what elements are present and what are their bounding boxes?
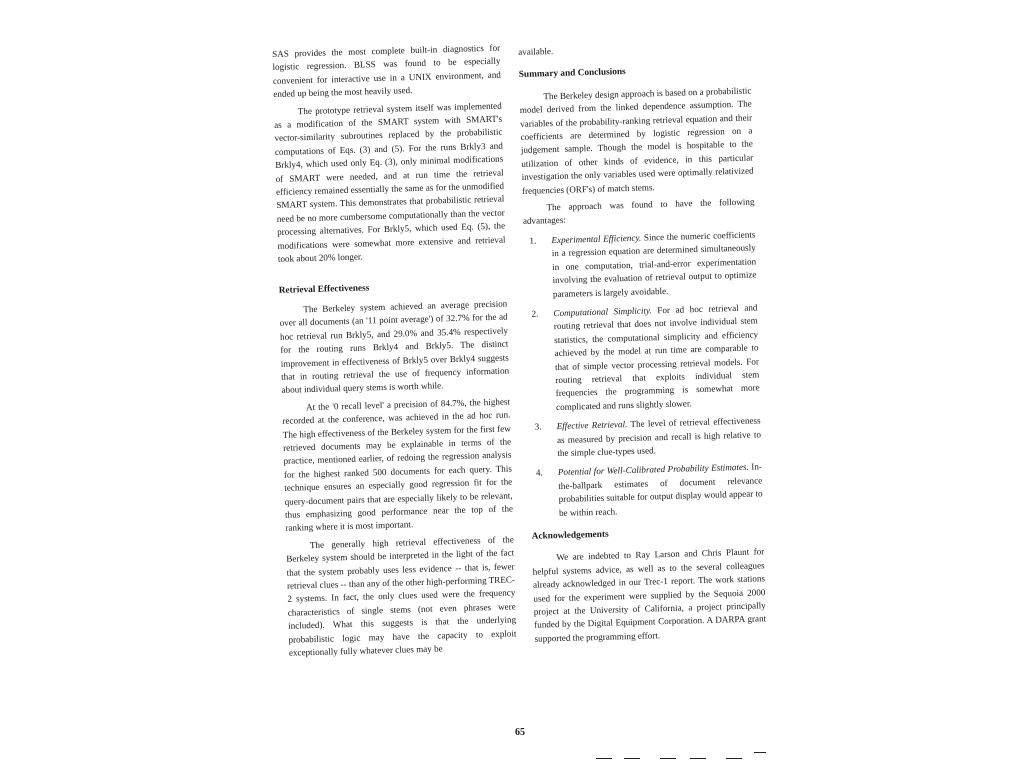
section-heading-summary: Summary and Conclusions <box>518 67 626 81</box>
scan-mark <box>596 758 612 759</box>
scan-mark <box>660 758 676 759</box>
paragraph: The generally high retrieval effectiveness of the Berkeley system should be interpreted in the light of the fact that the system probably uses less evidence -- that is, fewer retrieval clues -- than any of the other high-performing TREC-2 systems. In fact, the only clues used were the frequency characteristics of single stems (not even phrases were included). What this suggests is that the underlying probabilistic logic may have the capacity to exploit exceptionally fully whatever clues may be <box>286 534 517 658</box>
list-text: For ad hoc retrieval and routing retrieval that does not involve individual stem statistics, the computational simplicity and efficiency achieved by the model at run time are comparable to that of simple vector processing retrieval models. For routing retrieval that exploits individual stem frequencies the programming is somewhat more complicated and runs slightly slower. <box>553 302 760 412</box>
right-column <box>518 40 767 646</box>
paragraph: We are indebted to Ray Larson and Chris Plaunt for helpful systems advice, as well as to the several colleagues already acknowledged in our Trec-1 report. The work stations used for the experiment were supplied by the Sequoia 2000 project at the University of California, a project principally funded by the Digital Equipment Corporation. A DARPA grant supported the programming effort. <box>532 546 767 644</box>
scan-mark <box>754 752 766 753</box>
paragraph: available. <box>518 46 554 57</box>
list-item <box>530 461 763 521</box>
list-term: Experimental Efficiency. <box>551 232 642 246</box>
paragraph: At the '0 recall level' a precision of 84.7%, the highest recorded at the conference, was achieved in the ad hoc run. The high effectiveness of the Berkeley system for the first few retrieved documents may be explainable in terms of the practice, mentioned earlier, of redoing the regression analysis for the highest ranked 500 documents for each query. This technique ensures an especially good regression fit for the query-document pairs that are especially likely to be relevant, thus emphasizing good performance near the top of the ranking where it is most important. <box>282 396 514 534</box>
paragraph: SAS provides the most complete built-in diagnostics for logistic regression. BLSS was found to be especially convenient for interactive use in a UNIX environment, and ended up being the most heavily used. <box>272 42 501 100</box>
list-text: In-the-ballpark estimates of document relevance probabilities suitable for output display would appear to be within reach. <box>558 461 763 518</box>
list-term: Computational Simplicity. <box>553 305 652 319</box>
paragraph: The Berkeley design approach is based on a probabilistic model derived from the linked dependence assumption. The variables of the probability-ranking retrieval equation and their coefficients are determined by logistic regression on a judgement sample. Though the model is hospitable to the utilization of other kinds of evidence, in this particular investigation the only variables used were optimally relativized frequencies (ORF's) of match stems. <box>519 85 754 196</box>
left-column <box>272 42 517 661</box>
scan-mark <box>690 758 706 759</box>
list-text: The level of retrieval effectiveness as measured by precision and recall is high relative to the simple clue-types used. <box>556 415 762 459</box>
list-term: Effective Retrieval. <box>556 419 628 432</box>
list-number: 1. <box>529 235 537 246</box>
document-page <box>268 40 788 740</box>
advantages-list <box>523 228 763 520</box>
paragraph: The approach was found to have the following advantages: <box>522 196 755 227</box>
list-number: 4. <box>535 467 543 479</box>
scan-mark <box>624 758 640 759</box>
list-text: Since the numeric coefficients in a regression equation are determined simultaneously in one computation, trial-and-error experimentation involving the evaluation of retrieval output to optimize parameters is largely avoidable. <box>551 229 757 299</box>
list-number: 2. <box>531 308 539 319</box>
paragraph: The prototype retrieval system itself was implemented as a modification of the SMART system with SMART's vector-similarity subroutines replaced by the probabilistic computations of Eqs. (3) and (5). For the runs Brkly3 and Brkly4, which used only Eq. (3), only minimal modifications of SMART were needed, and at run time the retrieval efficiency remained essentially the same as for the unmodified SMART system. This demonstrates that probabilistic retrieval need be no more cumbersome computationally than the vector processing alternatives. For Brkly5, which used Eq. (5), the modifications were somewhat more extensive and retrieval took about 20% longer. <box>274 100 506 265</box>
section-heading-acknowledgements: Acknowledgements <box>531 529 609 542</box>
list-term: Potential for Well-Calibrated Probability Estimates. <box>557 462 749 478</box>
scan-mark <box>726 758 742 759</box>
paragraph: The Berkeley system achieved an average precision over all documents (an '11 point average') of 32.7% for the ad hoc retrieval run Brkly5, and 29.0% and 35.4% respectively for the routing runs Brkly4 and Brkly5. The distinct improvement in effectiveness of Brkly5 over Brkly4 suggests that in routing retrieval the use of frequency information about individual query stems is worth while. <box>279 298 510 396</box>
list-number: 3. <box>534 421 542 432</box>
list-item <box>525 301 760 415</box>
list-item <box>523 228 757 301</box>
list-item <box>528 415 761 462</box>
page-number: 65 <box>515 727 525 738</box>
section-heading-retrieval-effectiveness: Retrieval Effectiveness <box>278 282 370 296</box>
